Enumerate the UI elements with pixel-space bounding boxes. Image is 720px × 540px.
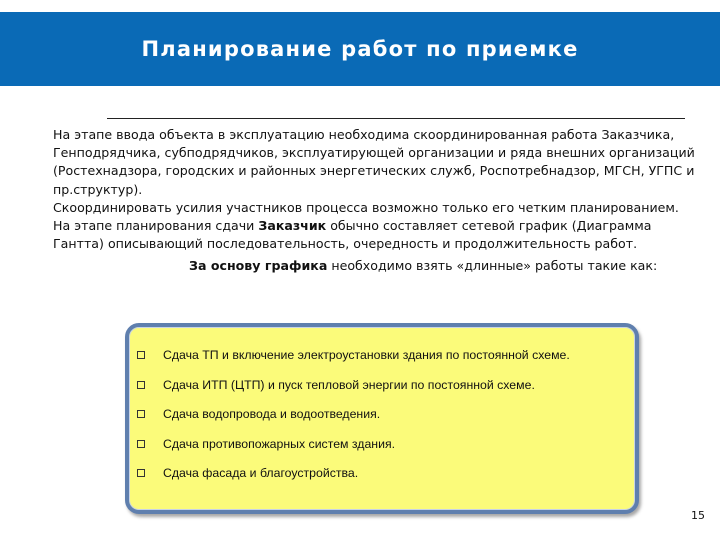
square-bullet-icon xyxy=(137,351,145,359)
square-bullet-icon xyxy=(137,381,145,389)
basis-emphasis: За основу графика xyxy=(189,258,328,274)
list-item xyxy=(137,437,633,467)
body-text xyxy=(45,126,695,276)
list-item xyxy=(137,466,633,496)
title-bar xyxy=(0,12,720,86)
paragraph-coordination: Скоординировать усилия участников процесса возможно только его четким планированием. xyxy=(53,199,679,215)
divider-line xyxy=(107,118,685,119)
square-bullet-icon xyxy=(137,410,145,418)
list-item xyxy=(137,348,633,378)
paragraph-basis xyxy=(45,257,695,275)
paragraph-planning-rest: обычно составляет сетевой график (Диаграмма Гантта) описывающий последовательность, очередность и продолжительность работ. xyxy=(53,218,652,252)
list-item-text: Сдача противопожарных систем здания. xyxy=(163,436,396,451)
list-item-text: Сдача фасада и благоустройства. xyxy=(163,466,359,480)
slide-title: Планирование работ по приемке xyxy=(141,37,579,61)
list-item xyxy=(137,407,633,437)
list-item-text: Сдача ТП и включение электроустановки здания по постоянной схеме. xyxy=(163,348,570,362)
paragraph-basis-rest: необходимо взять «длинные» работы такие как: xyxy=(327,258,658,274)
list-item-text: Сдача водопровода и водоотведения. xyxy=(163,407,381,421)
paragraph-intro: На этапе ввода объекта в эксплуатацию необходима скоординированная работа Заказчика, Генподрядчика, субподрядчиков, эксплуатирующей организации и ряда внешних организаций (Ростехнадзора, городских и районных энергетических служб, Роспотребнадзор, МГСН, УГПС и пр.структур). xyxy=(53,127,695,197)
works-list xyxy=(137,348,633,496)
square-bullet-icon xyxy=(137,469,145,477)
paragraph-planning xyxy=(45,217,695,253)
customer-emphasis: Заказчик xyxy=(258,218,327,234)
paragraph-planning-lead: На этапе планирования сдачи xyxy=(53,218,259,234)
list-item xyxy=(137,378,633,408)
list-item-text: Сдача ИТП (ЦТП) и пуск тепловой энергии по постоянной схеме. xyxy=(163,377,535,392)
square-bullet-icon xyxy=(137,440,145,448)
page-number: 15 xyxy=(691,509,705,522)
works-callout-box xyxy=(125,323,639,514)
